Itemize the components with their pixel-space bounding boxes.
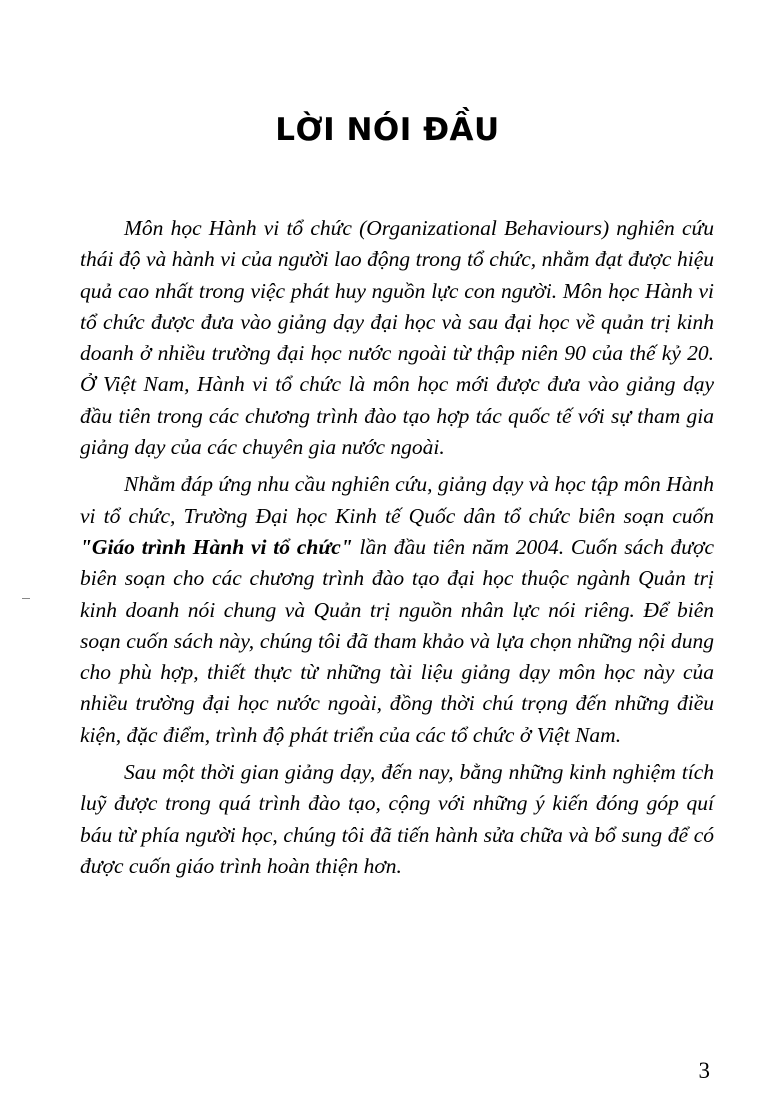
page-number: 3 — [698, 1058, 710, 1083]
paragraph-2-text-start: Nhằm đáp ứng nhu cầu nghiên cứu, giảng dạy và học tập môn Hành vi tổ chức, Trường Đại học Kinh tế Quốc dân tổ chức biên soạn cuốn — [80, 472, 714, 528]
margin-mark — [22, 598, 30, 599]
paragraph-2 — [80, 469, 714, 751]
book-title-emphasis: "Giáo trình Hành vi tổ chức" — [80, 534, 353, 559]
paragraph-3: Sau một thời gian giảng dạy, đến nay, bằng những kinh nghiệm tích luỹ được trong quá trình đào tạo, cộng với những ý kiến đóng góp quí báu từ phía người học, chúng tôi đã tiến hành sửa chữa và bổ sung để có được cuốn giáo trình hoàn thiện hơn. — [80, 760, 714, 878]
page-title: LỜI NÓI ĐẦU — [275, 112, 500, 148]
paragraph-1: Môn học Hành vi tổ chức (Organizational Behaviours) nghiên cứu thái độ và hành vi của người lao động trong tổ chức, nhằm đạt được hiệu quả cao nhất trong việc phát huy nguồn lực con người. Môn học Hành vi tổ chức được đưa vào giảng dạy đại học và sau đại học về quản trị kinh doanh ở nhiều trường đại học nước ngoài từ thập niên 90 của thế kỷ 20. Ở Việt Nam, Hành vi tổ chức là môn học mới được đưa vào giảng dạy đầu tiên trong các chương trình đào tạo hợp tác quốc tế với sự tham gia giảng dạy của các chuyên gia nước ngoài. — [80, 216, 714, 460]
paragraph-2-text-end: lần đầu tiên năm 2004. Cuốn sách được biên soạn cho các chương trình đào tạo đại học thuộc ngành Quản trị kinh doanh nói chung và Quản trị nguồn nhân lực nói riêng. Để biên soạn cuốn sách này, chúng tôi đã tham khảo và lựa chọn những nội dung cho phù hợp, thiết thực từ những tài liệu giảng dạy môn học này của nhiều trường đại học nước ngoài, đồng thời chú trọng đến những điều kiện, đặc điểm, trình độ phát triển của các tổ chức ở Việt Nam. — [80, 534, 714, 747]
preface-body — [80, 213, 714, 888]
